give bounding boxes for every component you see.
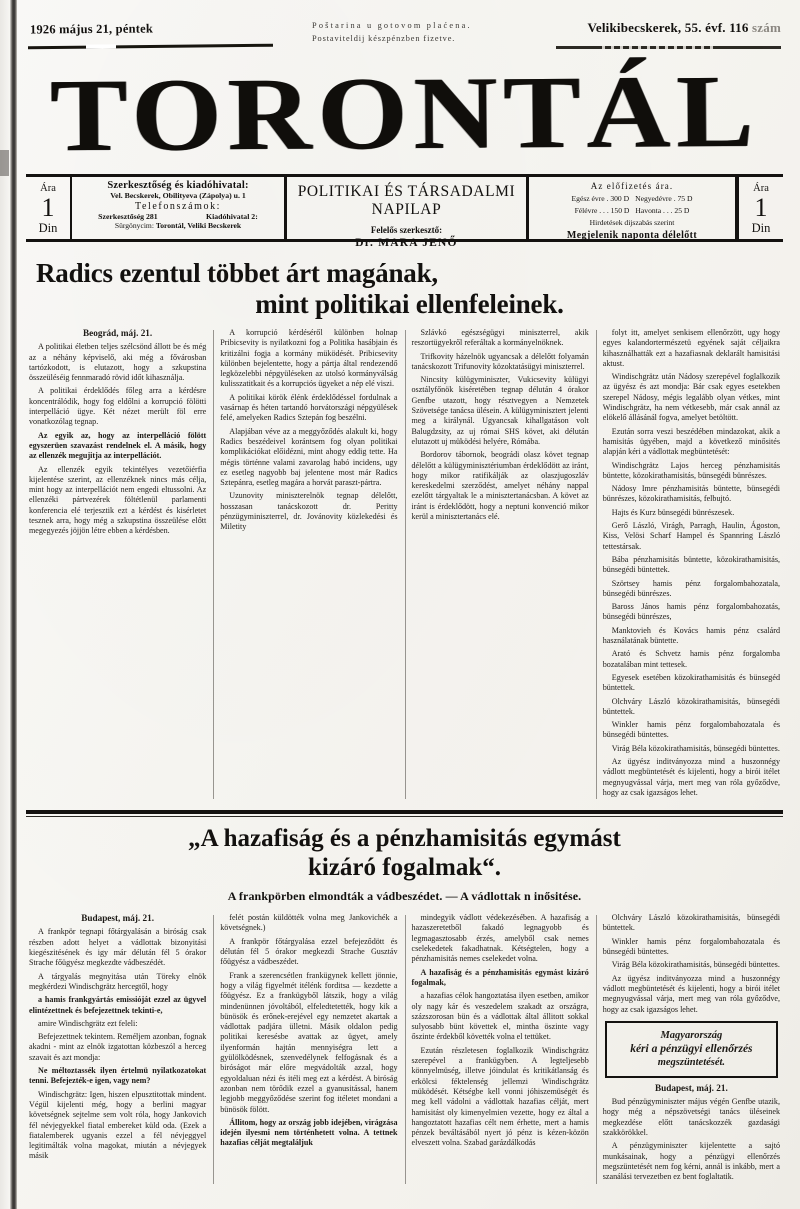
lead-headline bbox=[36, 258, 783, 320]
paragraph: Frank a szerencsétlen frankügynek kellett jönnie, hogy a világ figyelmét itélénk forditsa — kezdette a főügyész. Ez a frankügyből látszik, hogy a világ mindenünnen jóvoltából, elfeledtetették, hogy kik a bünösök és erőnek-erejével egy nemzetet akartak a vádlottak padjára ülletni. Másik oldalon pedig politikai keresésbe avattak az ügyet, amely ilyenformán hajtán mennyiségra lett a gyülölködésnek, szenvedélynek felfogásnak és a biróságot már előre megvádolták azzal, hogy egyoldaluan nézi és itéli meg ezt a kérdést. A biróság azonban nem törődik ezzel a gyanusitással, hanem legjobb meggyőződése szerint fog itéletet mondani a bünösök fölött. bbox=[220, 970, 398, 1114]
promo-dateline: Budapest, máj. 21. bbox=[655, 1082, 728, 1093]
paragraph: A politikai körök élénk érdeklődéssel fordulnak a vasárnap és héten tartandó horvátországi népgyülések felé, amelyeken Radics Sztepán fog beszélni. bbox=[220, 392, 398, 423]
price-currency-left: Din bbox=[38, 220, 58, 235]
paragraph: a hazafias célok hangoztatása ilyen esetben, amikor oly nagy kár és veszedelem szakadt az országra, százszorosan bün és a vádlottak által állitott sokkal sulyosabb bünt követtek el, mintha öszinte vagy őszinte érdekből követték volna el tettüket. bbox=[411, 991, 589, 1042]
lead-column-3 bbox=[405, 328, 596, 801]
second-column-1 bbox=[22, 913, 213, 1185]
editor-label: Felelős szerkesztő: bbox=[370, 225, 443, 235]
paragraph: A frankpör tegnapi főtárgyalásán a biróság csak részben adott helyet a vádlottak bizonyitási kiegészitésének és igy már délután fél 5 órakor Strache főügyész megkezdte vádbeszédét. bbox=[29, 927, 207, 968]
paragraph: Befejezettnek tekintem. Reméljem azonban, fognak akadni - mint az elnök izgatottan közbeszól a herceg szavait és azt mondja: bbox=[29, 1032, 207, 1062]
section-divider-hair bbox=[26, 816, 783, 817]
scan-edge-artifact bbox=[10, 0, 17, 1209]
paragraph: a hamis frankgyártás emissióját ezzel az ügyvel elintézettnek és befejezettnek tekinti-e, bbox=[29, 995, 207, 1015]
paragraph: Ne méltoztassék ilyen értelmü nyilatkozatokat tenni. Befejezték-e igen, vagy nem? bbox=[29, 1066, 207, 1086]
editorial-office-title: Szerkesztőség és kiadóhivatal: bbox=[107, 180, 249, 191]
paragraph: Virág Béla közokirathamisitás, bünsegédi büntettes. bbox=[611, 743, 780, 753]
paragraph: Bába pénzhamisitás büntette, közokirathamisitás, bünsegédi büntettek. bbox=[602, 554, 780, 575]
second-column-2 bbox=[213, 913, 404, 1185]
paragraph: felét postán küldötték volna meg Jankovichék a követségnek.) bbox=[220, 913, 398, 933]
subscription-year: Egész évre . 300 D bbox=[571, 194, 630, 203]
telegram-label: Sürgönycim: bbox=[114, 221, 156, 230]
second-headline bbox=[22, 824, 787, 882]
page-content bbox=[22, 0, 787, 1209]
scan-margin bbox=[0, 0, 10, 1209]
paragraph: mindegyik vádlott védekezésében. A hazafiság a hazaszeretetből fakadó legnagyobb és legmagasztosabb érzés, amelyből csak nemes cselekedetek fakadhatnak. Kétségtelen, hogy a pénzhamisitás nemes cselekedet volna. bbox=[411, 913, 589, 964]
identifier-rule bbox=[556, 46, 781, 49]
subscription-row-1 bbox=[529, 194, 735, 203]
paragraph: A hazafiság és a pénzhamisitás egymást kizáró fogalmak, bbox=[411, 967, 589, 987]
promo-box bbox=[605, 1021, 778, 1078]
lead-column-2 bbox=[213, 328, 404, 801]
paper-kicker: POLITIKAI ÉS TÁRSADALMI NAPILAP bbox=[297, 183, 516, 218]
paragraph: Gerő László, Virágh, Parragh, Haulin, Ágoston, Kiss, Velösi Scharf Hampel és Spannring László tettestársak. bbox=[602, 521, 780, 551]
issue-identifier-text: Velikibecskerek, 55. évf. 116 bbox=[587, 20, 749, 35]
paragraph: Az ügyész inditványozza mind a huszonnégy vádlott megbüntetését és kijelenti, hogy a birói itélet megnyugvással várja, mert meg van róla győződve, hogy az csak igazságos lehet. bbox=[602, 756, 780, 797]
paragraph: Winkler hamis pénz forgalombahozatala és bünsegédi büntettes. bbox=[602, 720, 780, 740]
paragraph: Olchváry László közokirathamisitás, bünsegédi büntettek. bbox=[602, 696, 780, 716]
subscription-month: Havonta . . . 25 D bbox=[635, 206, 690, 215]
advertising-note: Hirdetések dijszabás szerint bbox=[589, 218, 675, 227]
paragraph: A pénzügyminiszter kijelentette a sajtó munkásainak, hogy a pénzügyi ellenőrzés megszüntetését nem fog kérni, annál is inkább, mert a szanálási tervezetben ez bent foglaltatik. bbox=[602, 1141, 780, 1182]
issue-identifier-suffix: szám bbox=[752, 20, 781, 35]
phone-editorial: Szerkesztőség 281 bbox=[98, 212, 158, 221]
paragraph: Az ellenzék egyik tekintélyes vezetőiérfia kijelentése szerint, az ellenzéknek nincs más célja, mint hogy az interpellációt nem engedi eltussolni. Az ellenzéki pártvezérek föltétlenül parlamenti konferencia elé terjesztik ezt a kérdést és kisérletet tesznek arra, hogy még a szkupstina összeülése előtt megegyezés jöjjön létre ebben a kérdésben. bbox=[29, 464, 207, 536]
lead-headline-line-2: mint politikai ellenfeleinek. bbox=[255, 289, 564, 319]
price-label-left: Ára bbox=[40, 182, 56, 194]
paragraph: Baross János hamis pénz forgalombahozatás, bünsegédi bünrészes, bbox=[602, 602, 780, 622]
issue-date: 1926 május 21, péntek bbox=[29, 21, 154, 37]
masthead-logo-area bbox=[22, 53, 787, 174]
newspaper-title: TORONTÁL bbox=[49, 53, 760, 174]
paragraph: Ezután sorra veszi beszédében mindazokat, akik a hamisitás ügyében, majd a következő minősités alapján kéri a vádlottak megbüntetését: bbox=[602, 426, 780, 457]
paragraph: Windischgrätz Lajos herceg pénzhamisitás büntette, közokirathamisitás, bünsegédi bünrészes. bbox=[602, 460, 780, 480]
lead-column-4 bbox=[596, 328, 787, 801]
paragraph: Alapjában véve az a meggyőződés alakult ki, hogy Radics beszédeivel korántsem fog olyan politikai komplikációkat előidézni, mint ahogy eddig tette. Ha mégis történne valami zavarolag habó incidens, ugy ez esetleg nagyobb baj jelentene most már Radics Sztepánra, esetleg magára a horvát paraszt-pártra. bbox=[220, 426, 398, 488]
subscription-quarter: Negyedévre . 75 D bbox=[635, 194, 693, 203]
subscription-row-2 bbox=[529, 206, 735, 215]
paragraph: Az egyik az, hogy az interpelláció fölött egyszerüen szavazást rendelnek el. A másik, hogy az ellenzék megujitja az interpellációt. bbox=[29, 430, 207, 461]
postal-notice bbox=[312, 20, 472, 46]
issue-identifier bbox=[588, 20, 782, 36]
paragraph: Ezután részletesen foglalkozik Windischgrätz szerepével a frankügyben. A legteljesebb könnyelmüség, illetve jóindulat és kritikátlanság és erkölcsi féktelenség jellemzi Windischgrätz müködését. Kétségbe kell vonni jóhiszemüségét és meg kell vádolni a vádlottak hazafias célját, mert hamisitást oly kimenyelmien vezette, hogy ez által a hangoztatott hazafias célt nem érhette, mert a hamis pénzek beváltásából nyert jó pénz is kézen-közön elveszett volna. Szabad garázdálkodás bbox=[411, 1045, 589, 1148]
second-subheadline: A frankpörben elmondták a vádbeszédet. — A vádlottak n inősitése. bbox=[227, 889, 582, 904]
paragraph: Windischgrätz: Igen, hiszen elpusztitottak mindent. Végül kijelenti még, hogy a berlini magyar követségnek sejtelme sem volt róla, hogy Jankovich fél névjegyekkel fiatal embereket küld oda. (Ezek a fiatalemberek ugyanis ezzel a fél névjeggyel legitimálták volna magokat, miután a névjegyek másik bbox=[29, 1089, 207, 1161]
phone-numbers-row bbox=[74, 212, 282, 221]
masthead-info-strip bbox=[26, 174, 783, 249]
paragraph: Egyesek esetében közokirathamisitás és bünsegéd büntettek. bbox=[602, 672, 780, 693]
phone-numbers-label: Telefonszámok: bbox=[134, 201, 222, 212]
subscription-title: Az előfizetés ára. bbox=[590, 181, 674, 191]
price-box-left bbox=[26, 177, 72, 239]
subscription-half: Félévre . . . 150 D bbox=[574, 206, 630, 215]
postal-notice-serbian: Poštarina u gotovom plaćena. bbox=[312, 21, 472, 30]
second-column-3 bbox=[405, 913, 596, 1185]
postal-notice-hungarian: Postaviteldij készpénzben fizetve. bbox=[312, 33, 456, 43]
paragraph: Uzunovity miniszterelnök tegnap délelőtt, hosszasan tanácskozott dr. Peritty pénzügyminiszterrel, dr. Jovánovity közlekedési és Miletity bbox=[220, 491, 398, 532]
paragraph: Windischgrätz után Nádosy szerepével foglalkozik az ügyész és azt mondja: Bár csak egyes esetekben szerepel Nádosy, mégis legalább olyan vétkes, mint Windischgrätz, ha nem vétkesebb, már csak annál az elökelő állásánál fogva, amelyet betöltött. bbox=[602, 372, 780, 423]
second-column-4 bbox=[596, 913, 787, 1185]
scan-blotch-artifact bbox=[0, 150, 9, 176]
promo-line-3: megszüntetését. bbox=[657, 1056, 726, 1068]
paragraph: Állitom, hogy az ország jobb idejében, virágzása idején ilyesmi nem történhetett volna. A tettnek hazafias célját megtaláljuk bbox=[220, 1117, 398, 1148]
paragraph: Szörtsey hamis pénz forgalombahozatala, bünsegédi bünrészes. bbox=[602, 578, 780, 598]
publication-frequency: Megjelenik naponta délelőtt bbox=[566, 230, 698, 241]
paragraph: A politikai életben teljes szélcsönd állott be és még az a néhány képviselő, aki még a fővárosban tartózkodott, is elutazott, hogy a szkupstina összeüléséig fennmaradó rövid időt kihasználja. bbox=[29, 342, 207, 383]
paragraph: Nincsity külügyminiszter, Vukicsevity külügyi osztályfőnök kiséretében tegnap délután 4 órakor Genfbe utazott, hogy résztvegyen a Nemzetek Szövetsége tanácsa ülésein. A külügyminisztert jelenti meg a királynál. Ugyancsak kihallgatáson volt Balugdzsity, az uj római SHS követ, aki délután elutazott uj müködési helyére, Rómába. bbox=[411, 375, 589, 446]
paragraph: A tárgyalás megnyitása után Töreky elnök megkérdezi Windischgrätz hercegtől, hogy bbox=[29, 971, 207, 991]
lead-column-1 bbox=[22, 328, 213, 801]
paragraph: Szlávkó egészségügyi miniszterrel, akik reszortügyekről referáltak a kormányelnöknek. bbox=[411, 328, 589, 348]
paragraph: Virág Béla közokirathamisitás, bünsegédi büntettes. bbox=[611, 960, 780, 970]
paragraph: Trifkovity házelnök ugyancsak a délelőtt folyamán tanácskozott Trifunovity közoktatásügyi miniszterrel. bbox=[411, 351, 589, 371]
second-headline-line-1: „A hazafiság és a pénzhamisitás egymást bbox=[188, 825, 621, 853]
price-value-left: 1 bbox=[41, 192, 55, 222]
lead-dateline: Beográd, máj. 21. bbox=[83, 328, 153, 338]
paragraph: A korrupció kérdéséről különben holnap Pribicsevity is nyilatkozni fog a Politika hasábjain és kritizálni fogja a kormány müködését. Pribicsevity különben bejelentette, hogy a pártja által rendezendő legközelebbi népgyüléseken az utolsó kormányválság kulisszatitkait és a korrupciós ügyeket a nép elé viszi. bbox=[220, 328, 398, 389]
date-rule bbox=[28, 44, 273, 50]
paragraph: Az ügyész inditványozza mind a huszonnégy vádlott megbüntetését és kijelenti, hogy a birói itélet megnyugvással várja, mert meg van róla győződve, hogy az csak igazságos lehet. bbox=[602, 973, 780, 1014]
price-label-right: Ára bbox=[753, 182, 769, 194]
lead-article-columns bbox=[22, 328, 787, 801]
paragraph: A frankpör főtárgyalása ezzel befejeződött és délután fél 5 órakor megkezdi Strache Gusztáv főügyész a vádbeszédet. bbox=[220, 936, 398, 967]
price-box-right bbox=[737, 177, 783, 239]
price-currency-right: Din bbox=[751, 220, 771, 235]
masthead-center-box bbox=[287, 177, 529, 249]
second-headline-line-2: kizáró fogalmak“. bbox=[307, 854, 502, 882]
lead-headline-line-1: Radics ezentul többet árt magának, bbox=[36, 258, 438, 288]
paragraph: Manktovieh és Kovács hamis pénz csalárd használatának büntette. bbox=[602, 625, 780, 646]
paragraph: Olchváry László közokirathamisitás, bünsegédi büntettek. bbox=[602, 913, 780, 933]
telegram-value: Torontál, Veliki Becskerek bbox=[155, 221, 242, 230]
phone-publisher: Kiadóhivatal 2: bbox=[206, 212, 258, 221]
paragraph: Hajts és Kurz bünsegédi bünrészesek. bbox=[611, 507, 735, 517]
promo-line-2: kéri a pénzügyi ellenőrzés bbox=[630, 1042, 753, 1055]
second-dateline: Budapest, máj. 21. bbox=[81, 913, 154, 924]
promo-line-1: Magyarország bbox=[660, 1029, 723, 1041]
paragraph: A politikai érdeklődés főleg arra a kérdésre koncentrálódik, hogy fog eldőlni a korrupció fölötti interpelláció ügye. Két nézet merült föl erre vonatkozólag tegnap. bbox=[29, 386, 207, 427]
second-article-columns bbox=[22, 913, 787, 1185]
editor-name: Dr. MARA JENŐ bbox=[355, 237, 458, 249]
price-value-right: 1 bbox=[754, 192, 768, 222]
paragraph: folyt itt, amelyet senkisem ellenőrzött, ugy hogy egyes kalandortermészetü egyének saját céljaikra kihasználhatták ezt a hazafiasnak deklarált hamisitási aktust. bbox=[602, 328, 780, 368]
section-divider-thick bbox=[26, 810, 783, 814]
subscription-box bbox=[529, 177, 737, 239]
telegram-address bbox=[74, 221, 282, 230]
paragraph: Arató és Schvetz hamis pénz forgalomba bozatalában mint tettesek. bbox=[602, 649, 780, 669]
paragraph: amire Windischgrätz ezt feleli: bbox=[38, 1018, 138, 1028]
editorial-office-box bbox=[72, 177, 287, 239]
paragraph: Bud pénzügyminiszter május végén Genfbe utazik, hogy még a népszövetségi tanács üléseinek megkezdése előtt tanácskozzék gazdasági szakkörökkel. bbox=[602, 1097, 780, 1138]
paragraph: Nádosy Imre pénzhamisitás büntette, bünsegédi bünrészes, közokirathamisitás, felbujtó. bbox=[602, 484, 780, 504]
editorial-office-address: Vel. Becskerek, Obilityeva (Zápolya) u. 1 bbox=[110, 191, 246, 200]
paragraph: Bordorov tábornok, beográdi olasz követ tegnap délelőtt a külügyminisztériumban érdeklődött az iránt, hogy mikor ratifikálják az olaszjugoszláv kereskedelmi szerződést, amelyet néhány nappal ezelőtt tárgyaltak le a minisztertanácsban. A követ az iránt is érdeklődött, hogy a neptuni konvenció mikor kerül a minisztertanács elé. bbox=[411, 450, 589, 522]
paragraph: Winkler hamis pénz forgalombahozatala és bünsegédi büntettes. bbox=[602, 936, 780, 957]
